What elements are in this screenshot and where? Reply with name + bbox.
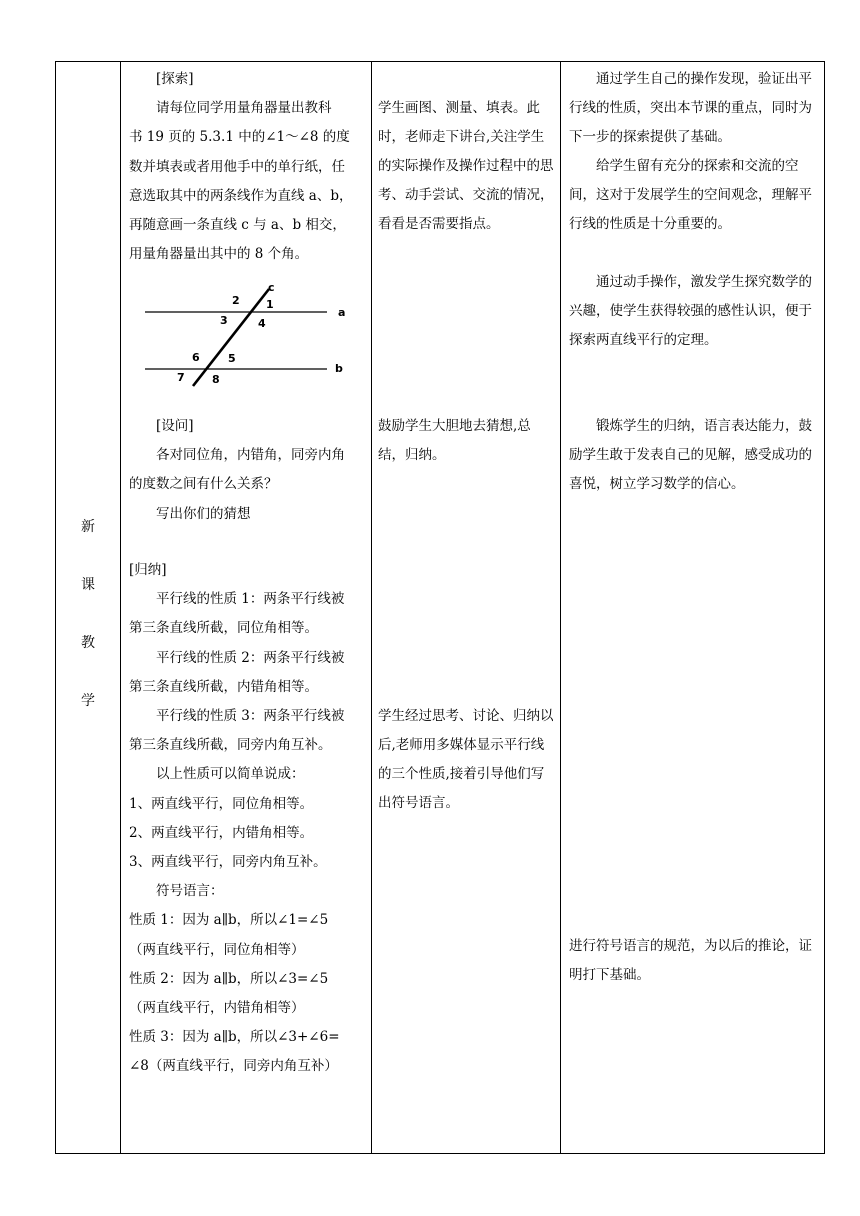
- stage-char: 教: [81, 635, 95, 651]
- explore-section: [129, 65, 352, 269]
- text-line: 性质 1：因为 a∥b，所以∠1=∠5: [129, 912, 329, 929]
- text-line: 平行线的性质 2：两条平行线被: [156, 649, 345, 666]
- intent-para-5: 进行符号语言的规范，为以后的推论，证明打下基础。: [569, 938, 812, 983]
- text-line: 再随意画一条直线 c 与 a、b 相交，: [129, 217, 346, 234]
- text-line: 平行线的性质 1：两条平行线被: [156, 591, 345, 608]
- activity-text-3: 学生经过思考、讨论、归纳以后,老师用多媒体显示平行线的三个性质,接着引导他们写出符号语言。: [378, 708, 554, 811]
- text-line: 3、两直线平行，同旁内角互补。: [129, 854, 327, 871]
- stage-char: 新: [81, 519, 95, 535]
- text-line: 第三条直线所截，同位角相等。: [129, 620, 318, 637]
- text-line: 1、两直线平行，同位角相等。: [129, 795, 314, 812]
- table-row: [56, 62, 825, 1154]
- activity-cell: [372, 62, 561, 1154]
- text-line: 第三条直线所截，内错角相等。: [129, 678, 318, 695]
- text-line: （两直线平行，内错角相等）: [129, 1000, 305, 1017]
- text-line: 2、两直线平行，内错角相等。: [129, 824, 314, 841]
- label-c: c: [268, 281, 275, 294]
- text-line: 请每位同学用量角器量出教科: [156, 100, 332, 117]
- angle-label-2: 2: [232, 294, 240, 307]
- intent-para-3: 通过动手操作，激发学生探究数学的兴趣，使学生获得较强的感性认识，便于探索两直线平行的定理。: [569, 274, 812, 348]
- text-line: 的度数之间有什么关系？: [129, 476, 278, 493]
- stage-char: 课: [81, 577, 95, 593]
- activity-text-2: 鼓励学生大胆地去猜想,总结，归纳。: [378, 418, 531, 463]
- activity-text-1: 学生画图、测量、填表。此时，老师走下讲台,关注学生的实际操作及操作过程中的思考、动手尝试、交流的情况，看看是否需要指点。: [378, 100, 554, 232]
- text-line: ∠8（两直线平行，同旁内角互补）: [129, 1058, 338, 1075]
- angle-label-5: 5: [228, 352, 236, 365]
- text-line: 各对同位角，内错角，同旁内角: [156, 447, 345, 464]
- content-cell: [121, 62, 372, 1154]
- angle-label-8: 8: [212, 373, 220, 386]
- parallel-lines-figure: [141, 280, 356, 390]
- line-c: [193, 289, 269, 386]
- text-line: （两直线平行，同位角相等）: [129, 941, 305, 958]
- stage-char: 学: [81, 693, 95, 709]
- text-line: 数并填表或者用他手中的单行纸，任: [129, 158, 345, 175]
- angle-label-6: 6: [192, 351, 200, 364]
- text-line: 平行线的性质 3：两条平行线被: [156, 708, 345, 725]
- label-a: a: [338, 306, 346, 319]
- question-section: [129, 412, 345, 529]
- stage-cell: [56, 62, 121, 1154]
- text-line: 用量角器量出其中的 8 个角。: [129, 246, 309, 263]
- text-line: 符号语言：: [156, 883, 224, 900]
- text-line: 第三条直线所截，同旁内角互补。: [129, 737, 332, 754]
- explore-heading: [探索]: [156, 71, 194, 87]
- angle-label-1: 1: [266, 298, 274, 311]
- text-line: 意选取其中的两条线作为直线 a、b，: [129, 187, 353, 204]
- text-line: 性质 2：因为 a∥b，所以∠3=∠5: [129, 970, 329, 987]
- angle-label-3: 3: [220, 314, 228, 327]
- summary-section: [129, 556, 344, 1082]
- text-line: 书 19 页的 5.3.1 中的∠1～∠8 的度: [129, 129, 350, 146]
- summary-heading: [归纳]: [129, 562, 167, 578]
- intent-para-2: 给学生留有充分的探索和交流的空间，这对于发展学生的空间观念，理解平行线的性质是十分重要的。: [569, 158, 812, 232]
- intent-para-4: 锻炼学生的归纳，语言表达能力，鼓励学生敢于发表自己的见解，感受成功的喜悦，树立学习数学的信心。: [569, 418, 812, 492]
- text-line: 写出你们的猜想: [156, 505, 251, 522]
- lesson-table: [55, 61, 825, 1154]
- question-heading: [设问]: [156, 418, 194, 434]
- label-b: b: [335, 362, 343, 375]
- text-line: 性质 3：因为 a∥b，所以∠3+∠6=: [129, 1029, 340, 1046]
- intent-para-1: 通过学生自己的操作发现，验证出平行线的性质，突出本节课的重点，同时为下一步的探索提供了基础。: [569, 71, 812, 145]
- angle-label-7: 7: [177, 371, 185, 384]
- text-line: 以上性质可以简单说成：: [156, 766, 305, 783]
- intent-cell: [561, 62, 825, 1154]
- angle-label-4: 4: [258, 317, 266, 330]
